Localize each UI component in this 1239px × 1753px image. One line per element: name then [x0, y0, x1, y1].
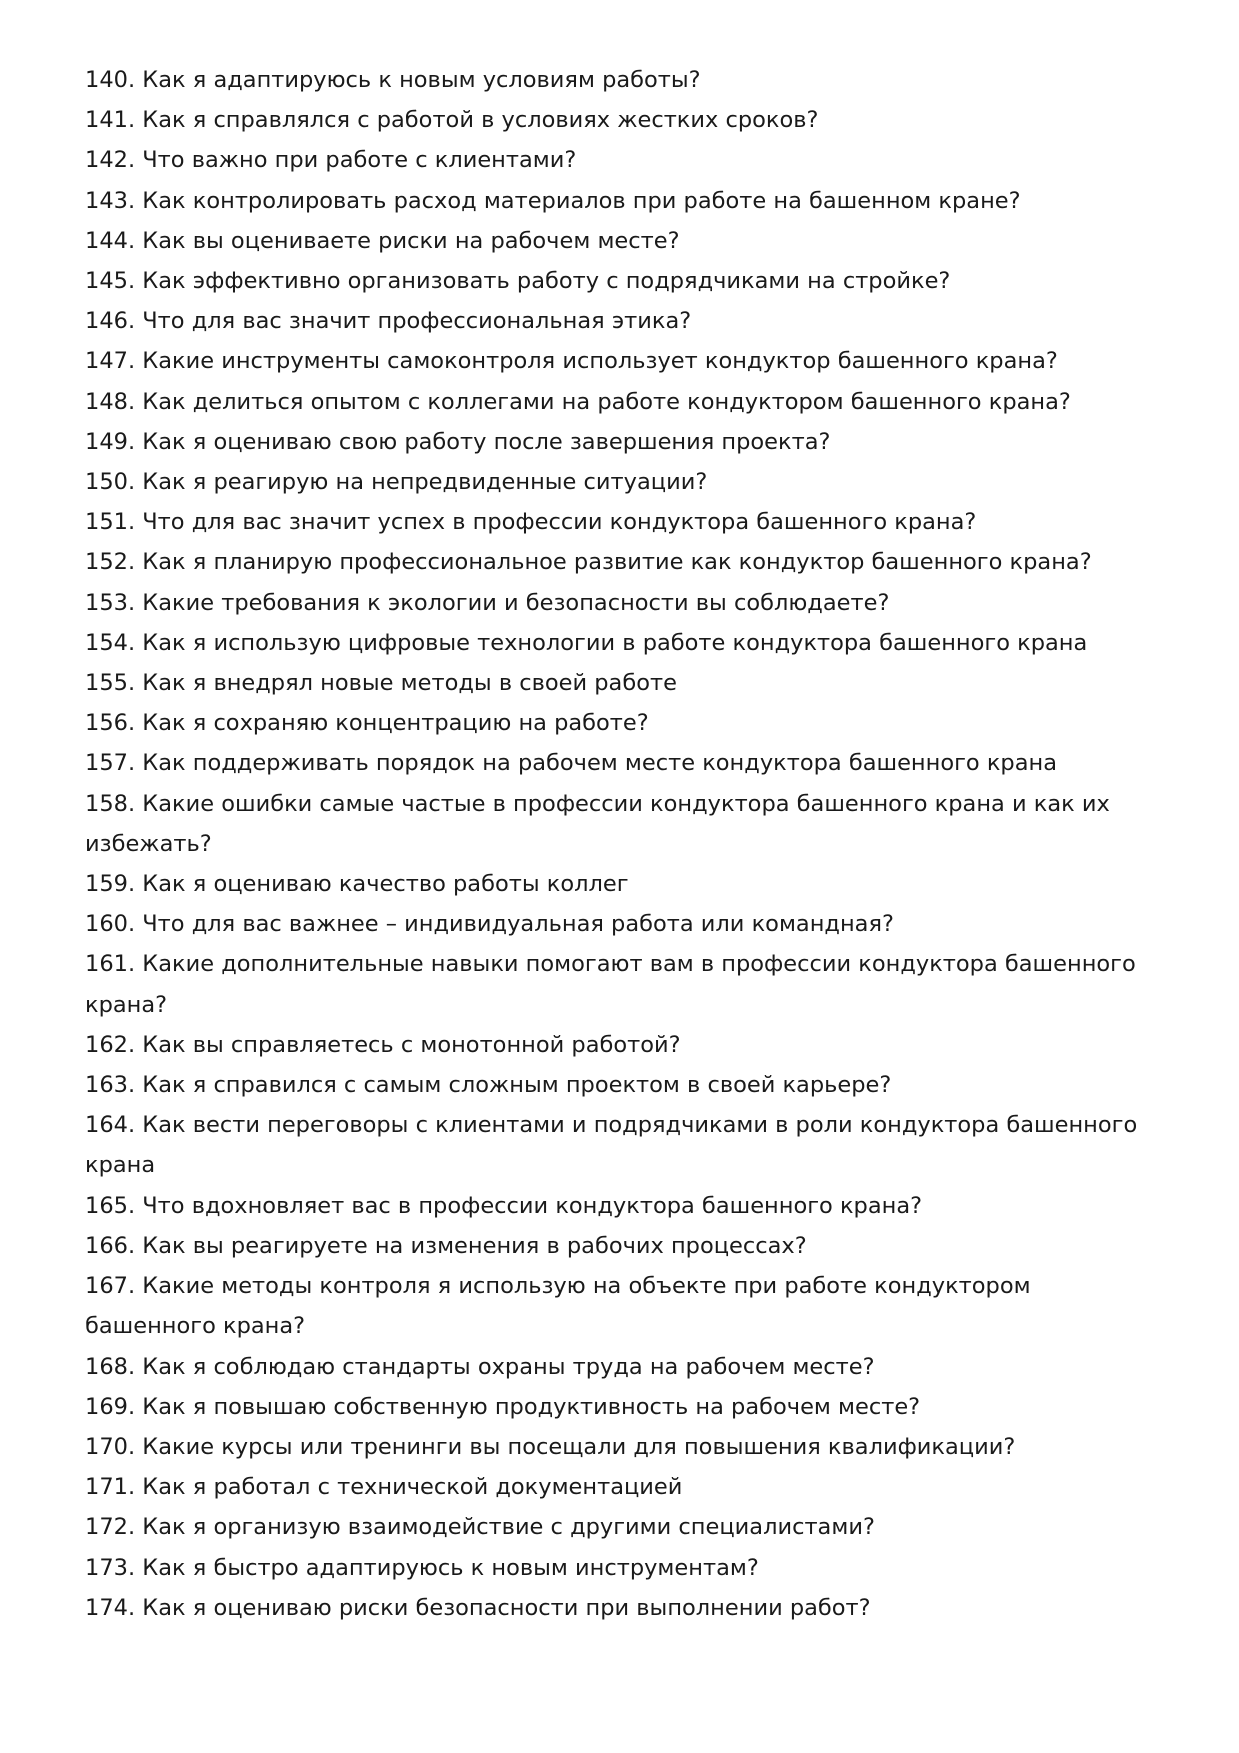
question-item: 170. Какие курсы или тренинги вы посещали для повышения квалификации?	[85, 1433, 1016, 1460]
question-item: 156. Как я сохраняю концентрацию на работе?	[85, 710, 649, 737]
question-item: 157. Как поддерживать порядок на рабочем месте кондуктора башенного крана	[85, 750, 1058, 777]
question-item: 155. Как я внедрял новые методы в своей работе	[85, 670, 677, 697]
question-item: 149. Как я оцениваю свою работу после завершения проекта?	[85, 428, 831, 455]
question-item: 160. Что для вас важнее – индивидуальная работа или командная?	[85, 911, 894, 938]
question-item: 145. Как эффективно организовать работу с подрядчиками на стройке?	[85, 268, 951, 295]
question-item: 158. Какие ошибки самые частые в профессии кондуктора башенного крана и как их избежать?	[85, 790, 1110, 857]
question-item: 142. Что важно при работе с клиентами?	[85, 147, 577, 174]
question-item: 146. Что для вас значит профессиональная этика?	[85, 308, 692, 335]
question-item: 144. Как вы оцениваете риски на рабочем месте?	[85, 227, 680, 254]
question-item: 168. Как я соблюдаю стандарты охраны труда на рабочем месте?	[85, 1353, 875, 1380]
question-item: 140. Как я адаптируюсь к новым условиям работы?	[85, 67, 701, 93]
question-item: 174. Как я оцениваю риски безопасности при выполнении работ?	[85, 1594, 871, 1621]
question-item: 159. Как я оцениваю качество работы коллег	[85, 871, 629, 898]
question-item: 153. Какие требования к экологии и безопасности вы соблюдаете?	[85, 589, 890, 616]
question-item: 141. Как я справлялся с работой в условиях жестких сроков?	[85, 107, 819, 134]
question-item: 173. Как я быстро адаптируюсь к новым инструментам?	[85, 1554, 759, 1581]
question-item: 151. Что для вас значит успех в профессии кондуктора башенного крана?	[85, 509, 977, 536]
question-item: 165. Что вдохновляет вас в профессии кондуктора башенного крана?	[85, 1192, 923, 1219]
question-item: 143. Как контролировать расход материалов при работе на башенном кране?	[85, 187, 1021, 214]
question-item: 161. Какие дополнительные навыки помогают вам в профессии кондуктора башенного крана?	[85, 951, 1136, 1018]
question-item: 166. Как вы реагируете на изменения в рабочих процессах?	[85, 1232, 807, 1259]
question-item: 164. Как вести переговоры с клиентами и подрядчиками в роли кондуктора башенного крана	[85, 1112, 1138, 1179]
question-item: 154. Как я использую цифровые технологии в работе кондуктора башенного крана	[85, 629, 1088, 656]
question-item: 163. Как я справился с самым сложным проектом в своей карьере?	[85, 1072, 892, 1099]
question-item: 152. Как я планирую профессиональное развитие как кондуктор башенного крана?	[85, 549, 1092, 576]
question-item: 162. Как вы справляетесь с монотонной работой?	[85, 1031, 681, 1058]
question-item: 150. Как я реагирую на непредвиденные ситуации?	[85, 469, 708, 496]
question-item: 172. Как я организую взаимодействие с другими специалистами?	[85, 1514, 875, 1541]
question-item: 169. Как я повышаю собственную продуктивность на рабочем месте?	[85, 1393, 921, 1420]
question-item: 147. Какие инструменты самоконтроля использует кондуктор башенного крана?	[85, 348, 1058, 375]
question-item: 167. Какие методы контроля я использую на объекте при работе кондуктором башенного крана?	[85, 1273, 1031, 1340]
question-item: 148. Как делиться опытом с коллегами на работе кондуктором башенного крана?	[85, 388, 1071, 415]
question-list	[85, 60, 1155, 1628]
question-item: 171. Как я работал с технической документацией	[85, 1474, 683, 1501]
